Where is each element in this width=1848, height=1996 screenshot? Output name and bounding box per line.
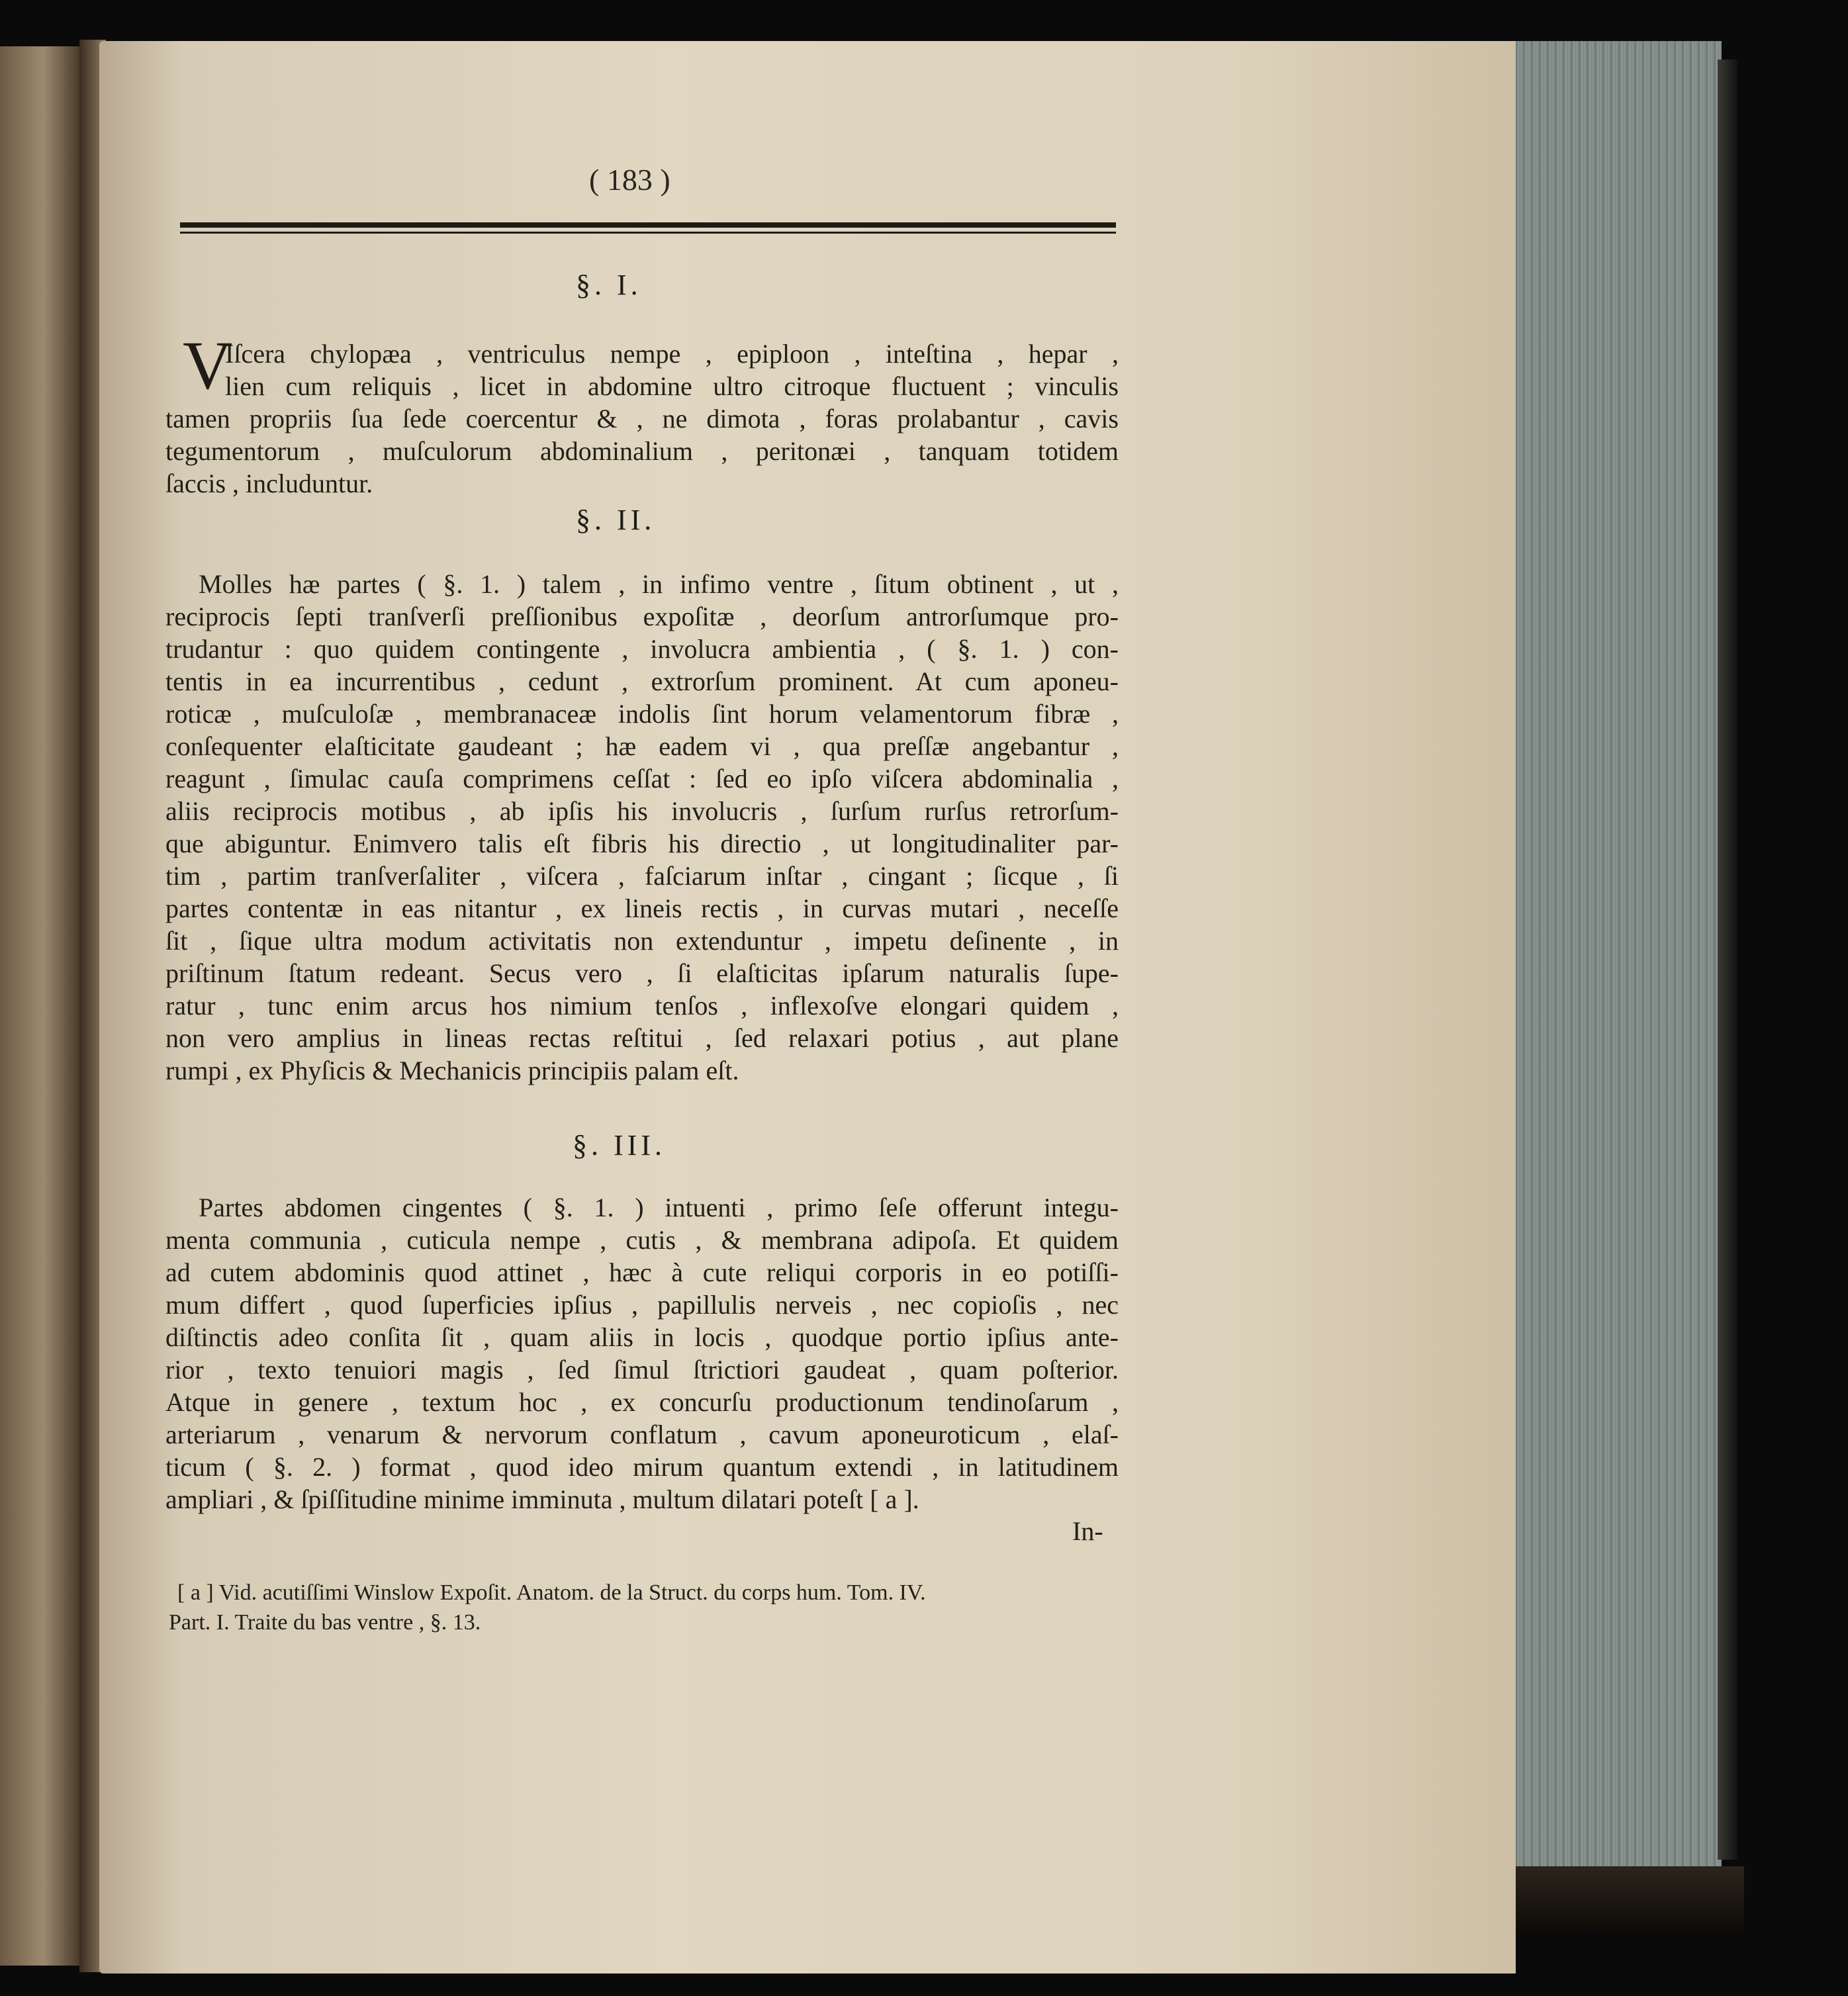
text-line: non vero amplius in lineas rectas reſtitui , ſed relaxari potius , aut plane bbox=[165, 1023, 1119, 1053]
text-line: tim , partim tranſverſaliter , viſcera , faſciarum inſtar , cingant ; ſicque , ſi bbox=[165, 861, 1119, 891]
text-line: priſtinum ſtatum redeant. Secus vero , ſi elaſticitas ipſarum naturalis ſupe- bbox=[165, 958, 1119, 988]
section-heading-3: §. III. bbox=[573, 1129, 666, 1161]
catchword: In- bbox=[1072, 1516, 1103, 1546]
page-number: ( 183 ) bbox=[589, 163, 670, 197]
page-block-edges bbox=[1493, 41, 1722, 1874]
book-cover-edge bbox=[1718, 60, 1737, 1860]
text-line: tegumentorum , muſculorum abdominalium , peritonæi , tanquam totidem bbox=[165, 436, 1119, 466]
text-line: mum differt , quod ſuperficies ipſius , papillulis nerveis , nec copioſis , nec bbox=[165, 1290, 1119, 1320]
paragraph-2 bbox=[165, 568, 1119, 1087]
text-line: lien cum reliquis , licet in abdomine ultro citroque fluctuent ; vinculis bbox=[225, 371, 1119, 401]
text-line: partes contentæ in eas nitantur , ex lineis rectis , in curvas mutari , neceſſe bbox=[165, 893, 1119, 923]
book-board bbox=[1493, 1866, 1744, 1932]
text-line: ratur , tunc enim arcus hos nimium tenſos , inflexoſve elongari quidem , bbox=[165, 991, 1119, 1021]
text-line: rior , texto tenuiori magis , ſed ſimul ſtrictiori gaudeat , quam poſterior. bbox=[165, 1355, 1119, 1384]
text-line: diſtinctis adeo conſita ſit , quam aliis in locis , quodque portio ipſius ante- bbox=[165, 1322, 1119, 1352]
text-line: trudantur : quo quidem contingente , involucra ambientia , ( §. 1. ) con- bbox=[165, 634, 1119, 664]
text-line: reagunt , ſimulac cauſa comprimens ceſſat : ſed eo ipſo viſcera abdominalia , bbox=[165, 764, 1119, 794]
text-line: menta communia , cuticula nempe , cutis , & membrana adipoſa. Et quidem bbox=[165, 1225, 1119, 1255]
footnote-line: Part. I. Traite du bas ventre , §. 13. bbox=[169, 1610, 481, 1635]
text-line: que abiguntur. Enimvero talis eſt fibris his directio , ut longitudinaliter par- bbox=[165, 829, 1119, 858]
text-line: ſaccis , includuntur. bbox=[165, 469, 373, 498]
text-line: roticæ , muſculoſæ , membranaceæ indolis ſint horum velamentorum fibræ , bbox=[165, 699, 1119, 729]
header-rule-thick bbox=[180, 222, 1116, 228]
text-line: ampliari , & ſpiſſitudine minime imminuta , multum dilatari poteſt [ a ]. bbox=[165, 1484, 919, 1514]
text-line: Molles hæ partes ( §. 1. ) talem , in infimo ventre , ſitum obtinent , ut , bbox=[199, 569, 1119, 599]
header-rule-thin bbox=[180, 232, 1116, 234]
text-line: Partes abdomen cingentes ( §. 1. ) intuenti , primo ſeſe offerunt integu- bbox=[199, 1193, 1119, 1222]
text-line: conſequenter elaſticitate gaudeant ; hæ eadem vi , qua preſſæ angebantur , bbox=[165, 731, 1119, 761]
text-line: arteriarum , venarum & nervorum conflatum , cavum aponeuroticum , elaſ- bbox=[165, 1420, 1119, 1449]
text-line: tentis in ea incurrentibus , cedunt , extrorſum prominent. At cum aponeu- bbox=[165, 666, 1119, 696]
facing-page-edge bbox=[0, 46, 79, 1966]
text-line: ticum ( §. 2. ) format , quod ideo mirum quantum extendi , in latitudinem bbox=[165, 1452, 1119, 1482]
paragraph-3 bbox=[165, 1191, 1119, 1516]
text-line: reciprocis ſepti tranſverſi preſſionibus expoſitæ , deorſum antrorſumque pro- bbox=[165, 602, 1119, 631]
text-line: aliis reciprocis motibus , ab ipſis his involucris , ſurſum rurſus retrorſum- bbox=[165, 796, 1119, 826]
text-line: Iſcera chylopæa , ventriculus nempe , epiploon , inteſtina , hepar , bbox=[225, 339, 1119, 369]
paragraph-1 bbox=[165, 328, 1119, 500]
text-line: ſit , ſique ultra modum activitatis non extenduntur , impetu deſinente , in bbox=[165, 926, 1119, 956]
footnote-line: [ a ] Vid. acutiſſimi Winslow Expoſit. Anatom. de la Struct. du corps hum. Tom. IV. bbox=[177, 1580, 926, 1605]
drop-capital: V bbox=[183, 328, 233, 404]
section-heading-1: §. I. bbox=[576, 269, 642, 301]
text-line: ad cutem abdominis quod attinet , hæc à cute reliqui corporis in eo potiſſi- bbox=[165, 1257, 1119, 1287]
section-heading-2: §. II. bbox=[576, 504, 656, 536]
text-line: Atque in genere , textum hoc , ex concurſu productionum tendinoſarum , bbox=[165, 1387, 1119, 1417]
text-line: tamen propriis ſua ſede coercentur & , ne dimota , foras prolabantur , cavis bbox=[165, 404, 1119, 433]
text-line: rumpi , ex Phyſicis & Mechanicis principiis palam eſt. bbox=[165, 1056, 739, 1085]
